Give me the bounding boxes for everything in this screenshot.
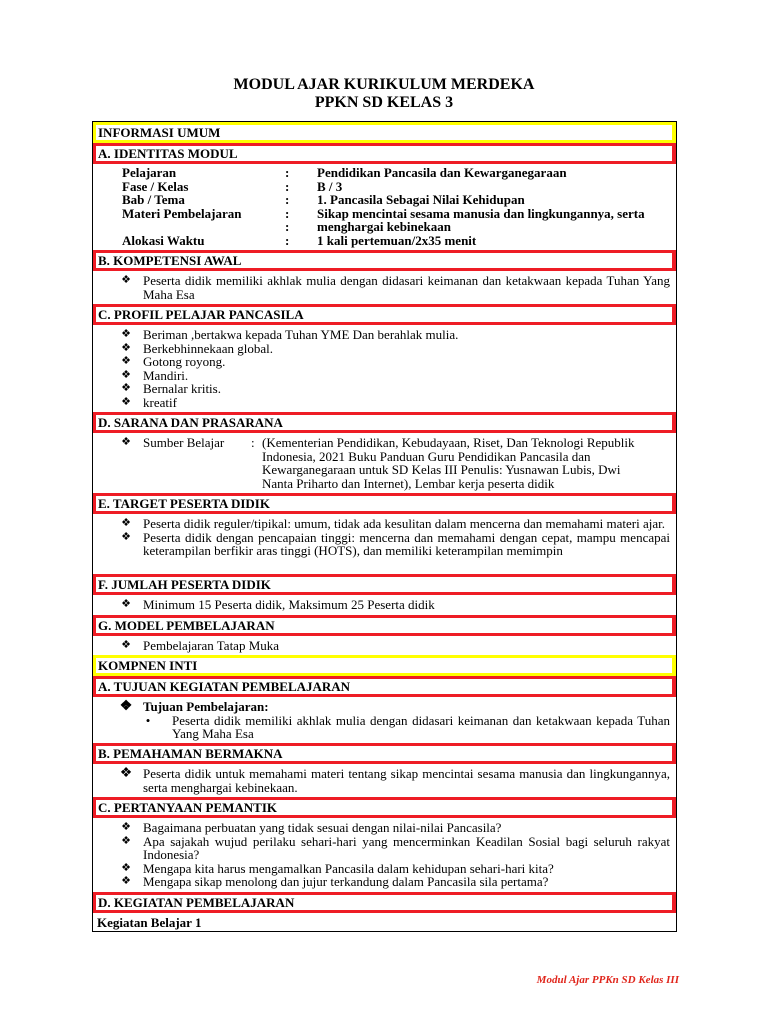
identitas-value: Sikap mencintai sesama manusia dan lingkungannya, serta [317, 205, 645, 221]
profil-block [119, 328, 670, 409]
diamond-bullet-icon: ❖ [119, 766, 133, 781]
section-title: KOMPNEN INTI [96, 658, 672, 673]
list-item-text: Peserta didik dengan pencapaian tinggi: mencerna dan memahami dengan cepat, mampu mencapai keterampilan berfikir aras tinggi (HOTS), dan memiliki keterampilan memimpin [143, 529, 670, 558]
section-title: C. PERTANYAAN PEMANTIK [96, 800, 672, 815]
identitas-row-alokasi [122, 234, 672, 248]
sarana-colon: : [251, 435, 255, 450]
dot-bullet-icon: • [145, 712, 151, 728]
identitas-value: menghargai kebinekaan [317, 219, 451, 234]
diamond-bullet-icon: ❖ [121, 834, 131, 847]
section-title: INFORMASI UMUM [96, 125, 672, 140]
identitas-label: Bab / Tema [122, 192, 185, 207]
identitas-colon: : [285, 219, 290, 234]
section-pertanyaan [93, 797, 676, 818]
section-jumlah [93, 574, 676, 595]
identitas-label: Materi Pembelajaran [122, 205, 242, 221]
list-item-text: Mengapa kita harus mengamalkan Pancasila dalam kehidupan sehari-hari kita? [143, 860, 554, 876]
jumlah-block [119, 598, 670, 612]
section-title: A. TUJUAN KEGIATAN PEMBELAJARAN [96, 679, 672, 694]
diamond-bullet-icon: ❖ [121, 598, 131, 610]
sarana-block [119, 436, 670, 490]
sarana-line: Kewarganegaraan untuk SD Kelas III Penulis: Yusnawan Lubis, Dwi [262, 462, 621, 477]
section-tujuan [93, 676, 676, 697]
sarana-value [262, 436, 672, 490]
diamond-bullet-icon: ❖ [121, 861, 131, 874]
list-item [119, 396, 670, 410]
diamond-bullet-icon: ❖ [119, 699, 133, 714]
list-item [119, 639, 670, 653]
section-model [93, 615, 676, 636]
identitas-colon: : [285, 205, 290, 221]
list-item-text: Mandiri. [143, 367, 189, 383]
diamond-bullet-icon: ❖ [121, 328, 131, 340]
section-sarana [93, 412, 676, 433]
identitas-label: Fase / Kelas [122, 178, 189, 194]
list-item [119, 875, 670, 889]
identitas-value: 1 kali pertemuan/2x35 menit [317, 232, 477, 248]
list-item-text: Peserta didik untuk memahami materi tentang sikap mencintai sesama manusia dan lingkungannya, serta menghargai kebinekaan. [143, 766, 670, 795]
section-title: E. TARGET PESERTA DIDIK [96, 496, 672, 511]
section-title: D. SARANA DAN PRASARANA [96, 415, 672, 430]
section-title: A. IDENTITAS MODUL [96, 146, 672, 161]
pertanyaan-block [119, 821, 670, 889]
section-informasi-umum [93, 122, 676, 143]
identitas-row-pelajaran [122, 166, 672, 180]
section-title: F. JUMLAH PESERTA DIDIK [96, 577, 672, 592]
section-target [93, 493, 676, 514]
list-item [119, 767, 670, 794]
section-komponen-inti [93, 655, 676, 676]
diamond-bullet-icon: ❖ [121, 517, 131, 529]
list-item [119, 382, 670, 396]
document-subtitle: PPKN SD KELAS 3 [314, 94, 454, 111]
diamond-bullet-icon: ❖ [121, 875, 131, 887]
sub-list-item [119, 714, 670, 741]
kompetensi-block [119, 274, 670, 301]
list-item-text: Tujuan Pembelajaran: [143, 699, 269, 714]
diamond-bullet-icon: ❖ [121, 436, 131, 448]
identitas-row-bab [122, 193, 672, 207]
sarana-line: (Kementerian Pendidikan, Kebudayaan, Riset, Dan Teknologi Republik [262, 435, 635, 450]
target-block [119, 517, 670, 558]
tujuan-block [119, 700, 670, 741]
section-pemahaman [93, 743, 676, 764]
list-item [119, 517, 670, 531]
identitas-value: Pendidikan Pancasila dan Kewarganegaraan [317, 165, 567, 180]
kegiatan-subtitle: Kegiatan Belajar 1 [97, 915, 202, 930]
section-title: G. MODEL PEMBELAJARAN [96, 618, 672, 633]
identitas-colon: : [285, 165, 290, 180]
diamond-bullet-icon: ❖ [121, 341, 131, 354]
list-item-text: kreatif [143, 394, 177, 410]
diamond-bullet-icon: ❖ [121, 382, 131, 394]
identitas-label: Alokasi Waktu [122, 232, 205, 248]
list-item-text: Minimum 15 Peserta didik, Maksimum 25 Peserta didik [143, 597, 435, 612]
identitas-block [122, 166, 672, 247]
list-item [119, 531, 670, 558]
section-kompetensi-awal [93, 250, 676, 271]
section-title: C. PROFIL PELAJAR PANCASILA [96, 307, 672, 322]
section-title: B. KOMPETENSI AWAL [96, 253, 672, 268]
section-profil-pelajar [93, 304, 676, 325]
list-item [119, 274, 670, 301]
document-title: MODUL AJAR KURIKULUM MERDEKA [233, 76, 535, 93]
diamond-bullet-icon: ❖ [121, 639, 131, 651]
list-item [119, 598, 670, 612]
identitas-colon: : [285, 232, 290, 248]
list-item [119, 355, 670, 369]
identitas-label: Pelajaran [122, 165, 177, 180]
list-item [119, 342, 670, 356]
list-item-text: Bernalar kritis. [143, 381, 221, 396]
diamond-bullet-icon: ❖ [121, 821, 131, 833]
identitas-colon: : [285, 178, 290, 194]
identitas-colon: : [285, 192, 290, 207]
model-block [119, 639, 670, 653]
list-item [119, 862, 670, 876]
module-table [92, 121, 677, 932]
identitas-value: 1. Pancasila Sebagai Nilai Kehidupan [317, 192, 525, 207]
section-identitas-modul [93, 143, 676, 164]
list-item-text: Berkebhinnekaan global. [143, 340, 273, 356]
list-item-text: Peserta didik memiliki akhlak mulia dengan didasari keimanan dan ketakwaan kepada Tuhan Yang Maha Esa [172, 712, 670, 741]
sarana-label: Sumber Belajar [143, 435, 225, 450]
list-item-text: Beriman ,bertakwa kepada Tuhan YME Dan berahlak mulia. [143, 327, 459, 342]
list-item-text: Peserta didik reguler/tipikal: umum, tidak ada kesulitan dalam mencerna dan memahami materi ajar. [143, 516, 665, 531]
diamond-bullet-icon: ❖ [121, 355, 131, 367]
diamond-bullet-icon: ❖ [121, 395, 131, 408]
list-item-text: Pembelajaran Tatap Muka [143, 638, 280, 653]
section-title: B. PEMAHAMAN BERMAKNA [96, 746, 672, 761]
page-footer: Modul Ajar PPKn SD Kelas III [536, 974, 679, 986]
list-item [119, 369, 670, 383]
diamond-bullet-icon: ❖ [121, 368, 131, 381]
diamond-bullet-icon: ❖ [121, 530, 131, 543]
list-item-text: Gotong royong. [143, 354, 226, 369]
list-item-text: Apa sajakah wujud perilaku sehari-hari yang mencerminkan Keadilan Sosial bagi seluruh rakyat Indonesia? [143, 833, 670, 862]
sarana-line: Indonesia, 2021 Buku Panduan Guru Pendidikan Pancasila dan [262, 448, 591, 464]
sarana-line: Nanta Priharto dan Internet), Lembar kerja peserta didik [262, 475, 555, 491]
list-item-text: Mengapa sikap menolong dan jujur terkandung dalam Pancasila sila pertama? [143, 874, 549, 889]
identitas-row-materi-cont [122, 220, 672, 234]
diamond-bullet-icon: ❖ [121, 274, 131, 286]
identitas-value: B / 3 [317, 178, 343, 194]
sarana-item [119, 436, 670, 490]
identitas-row-fase [122, 180, 672, 194]
list-item [119, 700, 670, 714]
list-item [119, 821, 670, 835]
list-item-text: Peserta didik memiliki akhlak mulia dengan didasari keimanan dan ketakwaan kepada Tuhan Yang Maha Esa [143, 273, 670, 302]
list-item [119, 835, 670, 862]
section-title: D. KEGIATAN PEMBELAJARAN [96, 895, 672, 910]
pemahaman-block [119, 767, 670, 794]
list-item [119, 328, 670, 342]
section-kegiatan [93, 892, 676, 913]
list-item-text: Bagaimana perbuatan yang tidak sesuai dengan nilai-nilai Pancasila? [143, 820, 502, 835]
identitas-row-materi [122, 207, 672, 221]
